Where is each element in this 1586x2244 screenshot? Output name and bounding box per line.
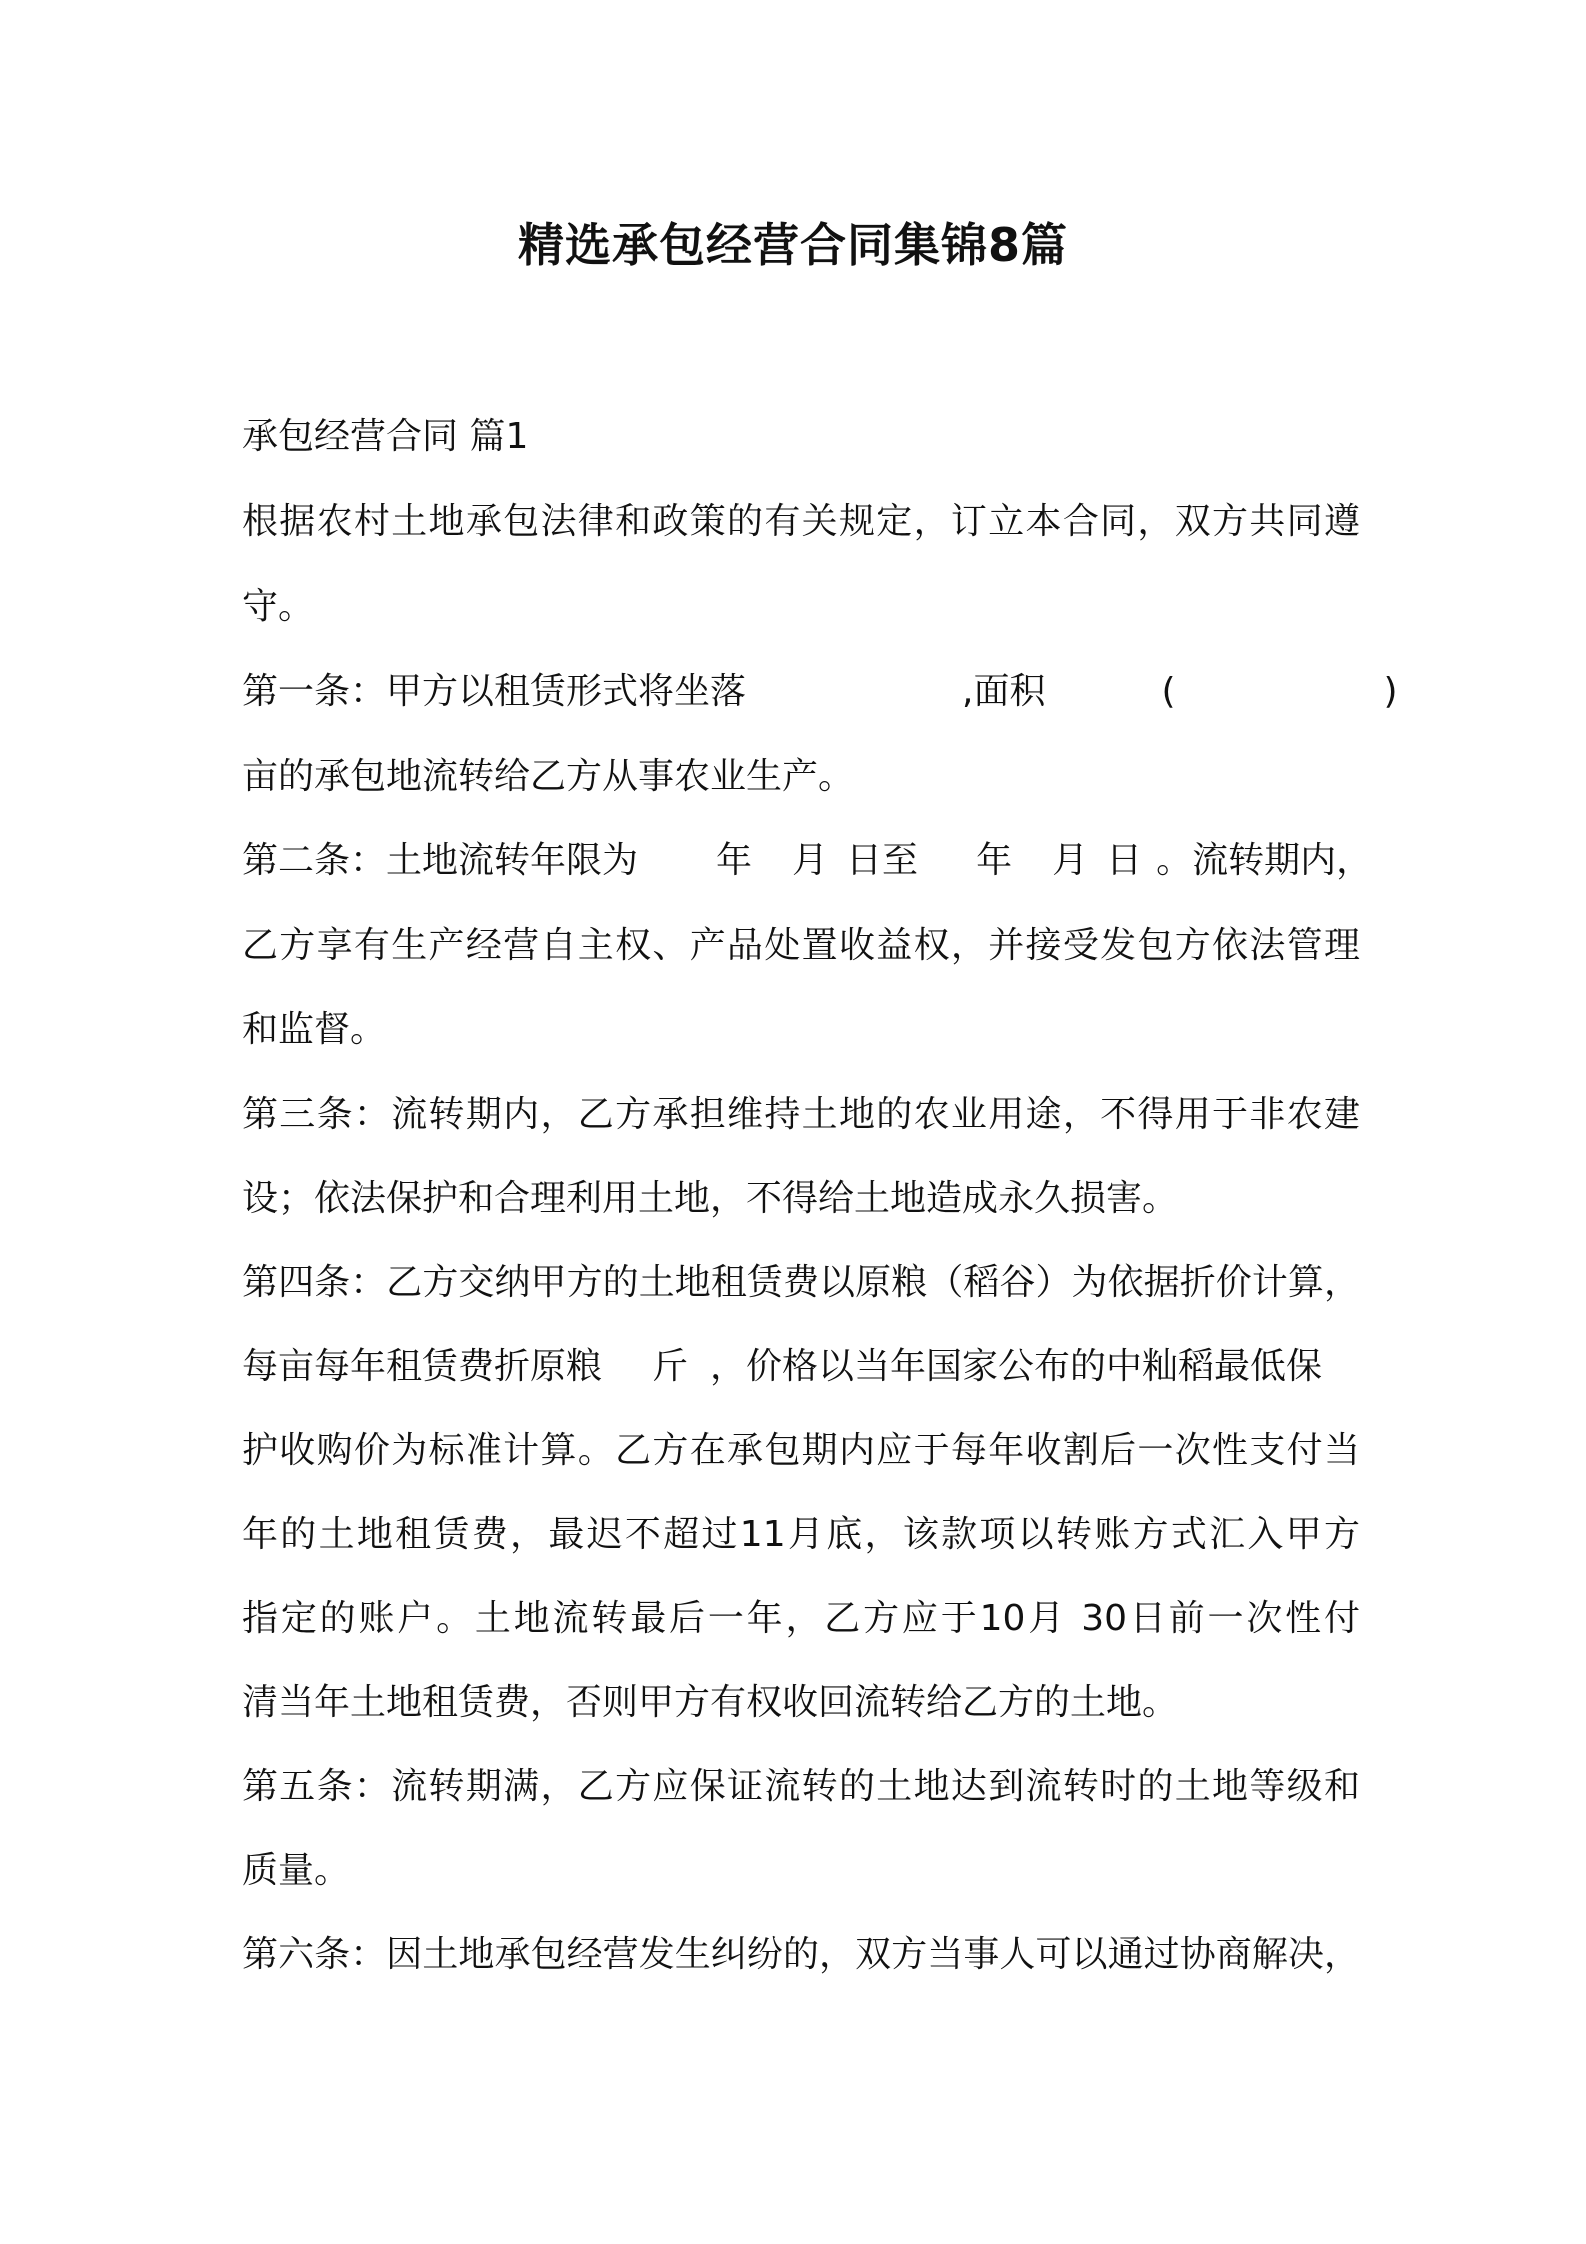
clause-4-line bbox=[242, 1342, 1322, 1392]
paragraph-line: 质量。 bbox=[242, 1850, 351, 1891]
paragraph-line: 和监督。 bbox=[242, 1009, 387, 1050]
clause-4-text: 每亩每年租赁费折原粮 bbox=[242, 1346, 603, 1387]
section-heading: 承包经营合同 篇1 bbox=[242, 416, 529, 457]
clause-1-close-paren: ) bbox=[1383, 671, 1398, 712]
clause-1-area-label: ,面积 bbox=[962, 671, 1046, 712]
paragraph-line: 根据农村土地承包法律和政策的有关规定，订立本合同，双方共同遵 bbox=[242, 501, 1360, 542]
clause-2-tail: 。流转期内， bbox=[1156, 840, 1373, 881]
clause-2-line bbox=[242, 836, 1372, 886]
paragraph-line: 护收购价为标准计算。乙方在承包期内应于每年收割后一次性支付当 bbox=[242, 1430, 1360, 1471]
clause-2-year: 年 bbox=[716, 840, 753, 881]
clause-2-year-end: 年 bbox=[976, 840, 1013, 881]
clause-4-unit: 斤 bbox=[652, 1346, 689, 1387]
clause-2-text: 第二条：土地流转年限为 bbox=[242, 840, 639, 881]
paragraph-line: 清当年土地租赁费，否则甲方有权收回流转给乙方的土地。 bbox=[242, 1682, 1179, 1723]
paragraph-line: 年的土地租赁费，最迟不超过11月底，该款项以转账方式汇入甲方 bbox=[242, 1514, 1360, 1555]
paragraph-line: 第三条：流转期内，乙方承担维持土地的农业用途，不得用于非农建 bbox=[242, 1094, 1360, 1135]
paragraph-line: 第六条：因土地承包经营发生纠纷的，双方当事人可以通过协商解决， bbox=[242, 1934, 1360, 1975]
document-title: 精选承包经营合同集锦8篇 bbox=[517, 218, 1068, 272]
paragraph-line: 设；依法保护和合理利用土地，不得给土地造成永久损害。 bbox=[242, 1178, 1179, 1219]
paragraph-line: 亩的承包地流转给乙方从事农业生产。 bbox=[242, 756, 855, 797]
clause-2-day-to: 日至 bbox=[846, 840, 919, 881]
paragraph-line: 第五条：流转期满，乙方应保证流转的土地达到流转时的土地等级和 bbox=[242, 1766, 1360, 1807]
clause-4-tail: ，价格以当年国家公布的中籼稻最低保 bbox=[710, 1346, 1323, 1387]
clause-2-day-end: 日 bbox=[1106, 840, 1143, 881]
clause-1-line bbox=[242, 667, 1398, 717]
clause-1-text: 第一条：甲方以租赁形式将坐落 bbox=[242, 671, 747, 712]
clause-1-open-paren: ( bbox=[1161, 671, 1176, 712]
clause-2-month-end: 月 bbox=[1052, 840, 1089, 881]
paragraph-line: 守。 bbox=[242, 586, 315, 627]
paragraph-line: 指定的账户。土地流转最后一年，乙方应于10月 30日前一次性付 bbox=[242, 1598, 1360, 1639]
paragraph-line: 第四条：乙方交纳甲方的土地租赁费以原粮（稻谷）为依据折价计算， bbox=[242, 1262, 1360, 1303]
paragraph-line: 乙方享有生产经营自主权、产品处置收益权，并接受发包方依法管理 bbox=[242, 925, 1360, 966]
clause-2-month: 月 bbox=[792, 840, 829, 881]
